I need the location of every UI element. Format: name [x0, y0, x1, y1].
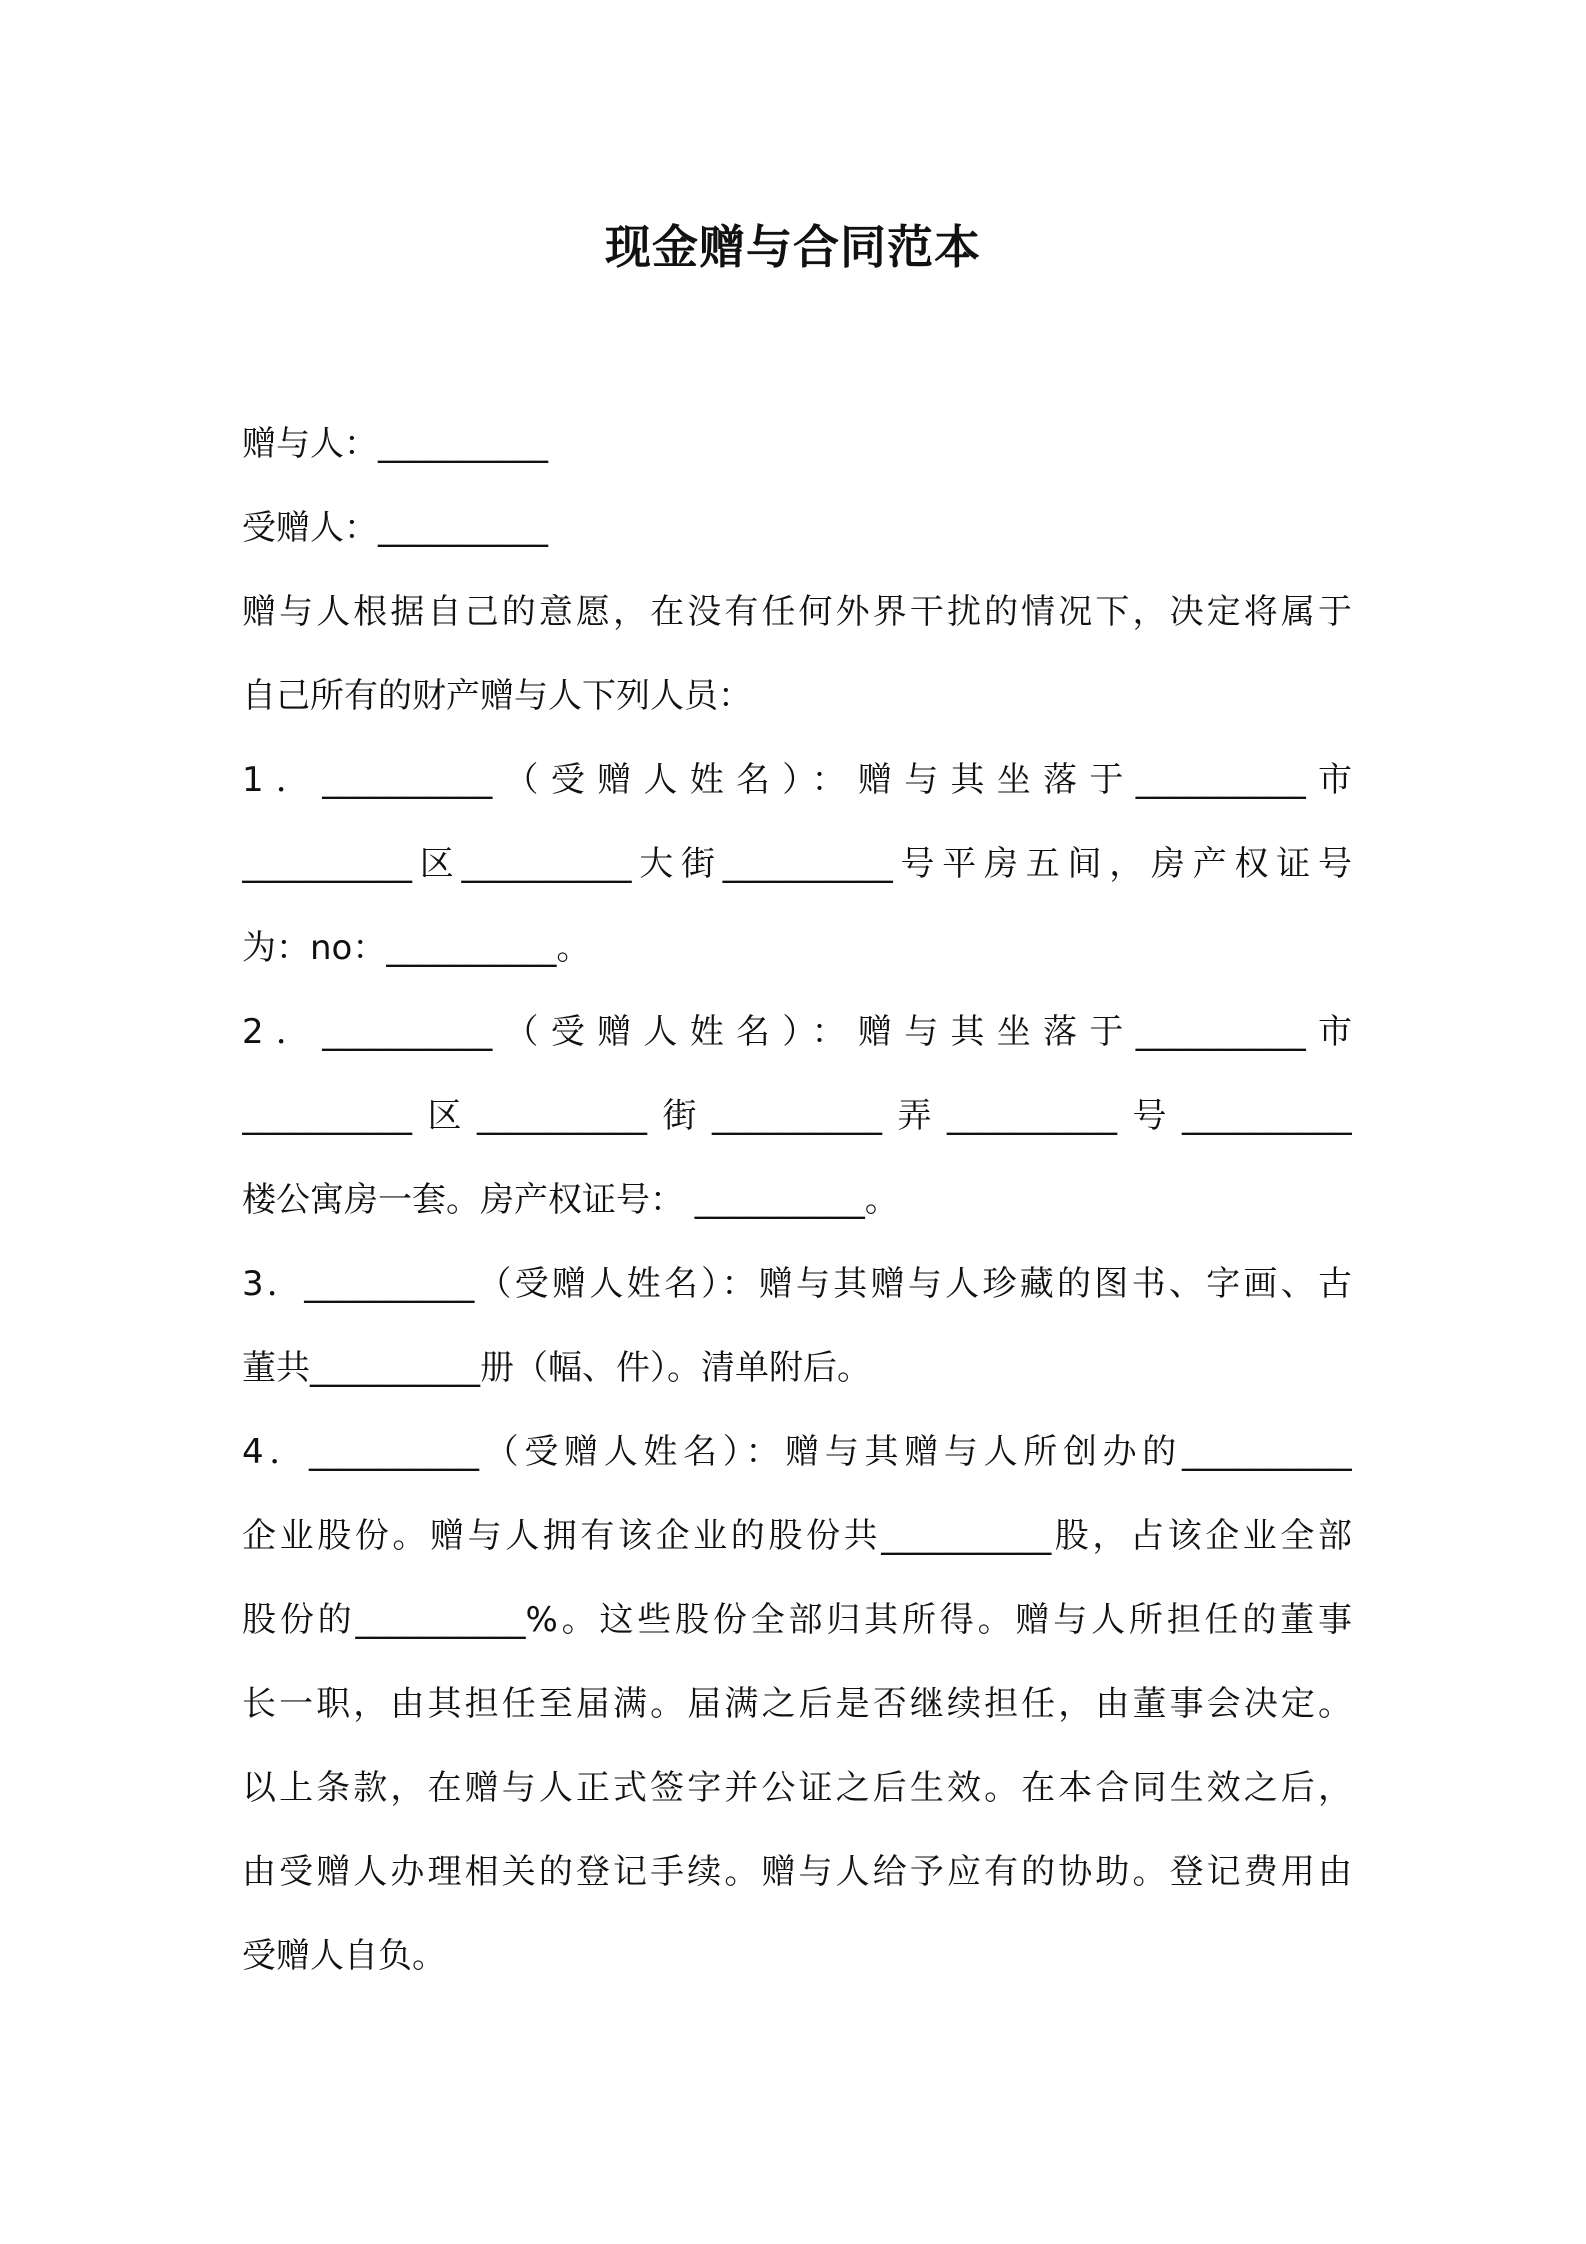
clause-4-line: 4．__________（受赠人姓名）：赠与其赠与人所创办的__________ [242, 1432, 1352, 1472]
clause-4-line: 股份的__________%。这些股份全部归其所得。赠与人所担任的董事 [242, 1600, 1352, 1640]
donor-line: 赠与人：__________ [242, 424, 548, 464]
donee-line: 受赠人：__________ [242, 508, 548, 548]
clause-2-line: 2．__________（受赠人姓名）：赠与其坐落于__________市 [242, 1012, 1352, 1052]
closing-paragraph-line: 受赠人自负。 [242, 1936, 446, 1976]
clause-1-line: 为：no：__________。 [242, 928, 591, 968]
closing-paragraph-line: 由受赠人办理相关的登记手续。赠与人给予应有的协助。登记费用由 [242, 1852, 1352, 1892]
intro-paragraph-line: 赠与人根据自己的意愿，在没有任何外界干扰的情况下，决定将属于 [242, 592, 1352, 632]
intro-paragraph-line: 自己所有的财产赠与人下列人员： [242, 676, 752, 716]
clause-3-line: 董共__________册（幅、件）。清单附后。 [242, 1348, 871, 1388]
clause-1-line: 1．__________（受赠人姓名）：赠与其坐落于__________市 [242, 760, 1352, 800]
clause-2-line: 楼公寓房一套。房产权证号： __________。 [242, 1180, 899, 1220]
closing-paragraph-line: 以上条款，在赠与人正式签字并公证之后生效。在本合同生效之后， [242, 1768, 1352, 1808]
document-body [242, 402, 1352, 1998]
clause-3-line: 3．__________（受赠人姓名）：赠与其赠与人珍藏的图书、字画、古 [242, 1264, 1352, 1304]
clause-4-line: 长一职，由其担任至届满。届满之后是否继续担任，由董事会决定。 [242, 1684, 1352, 1724]
clause-1-line: __________区__________大街__________号平房五间，房产权证号 [242, 844, 1352, 884]
clause-4-line: 企业股份。赠与人拥有该企业的股份共__________股，占该企业全部 [242, 1516, 1352, 1556]
document-title: 现金赠与合同范本 [605, 220, 981, 274]
clause-2-line: __________区__________街__________弄__________号__________ [242, 1096, 1352, 1136]
